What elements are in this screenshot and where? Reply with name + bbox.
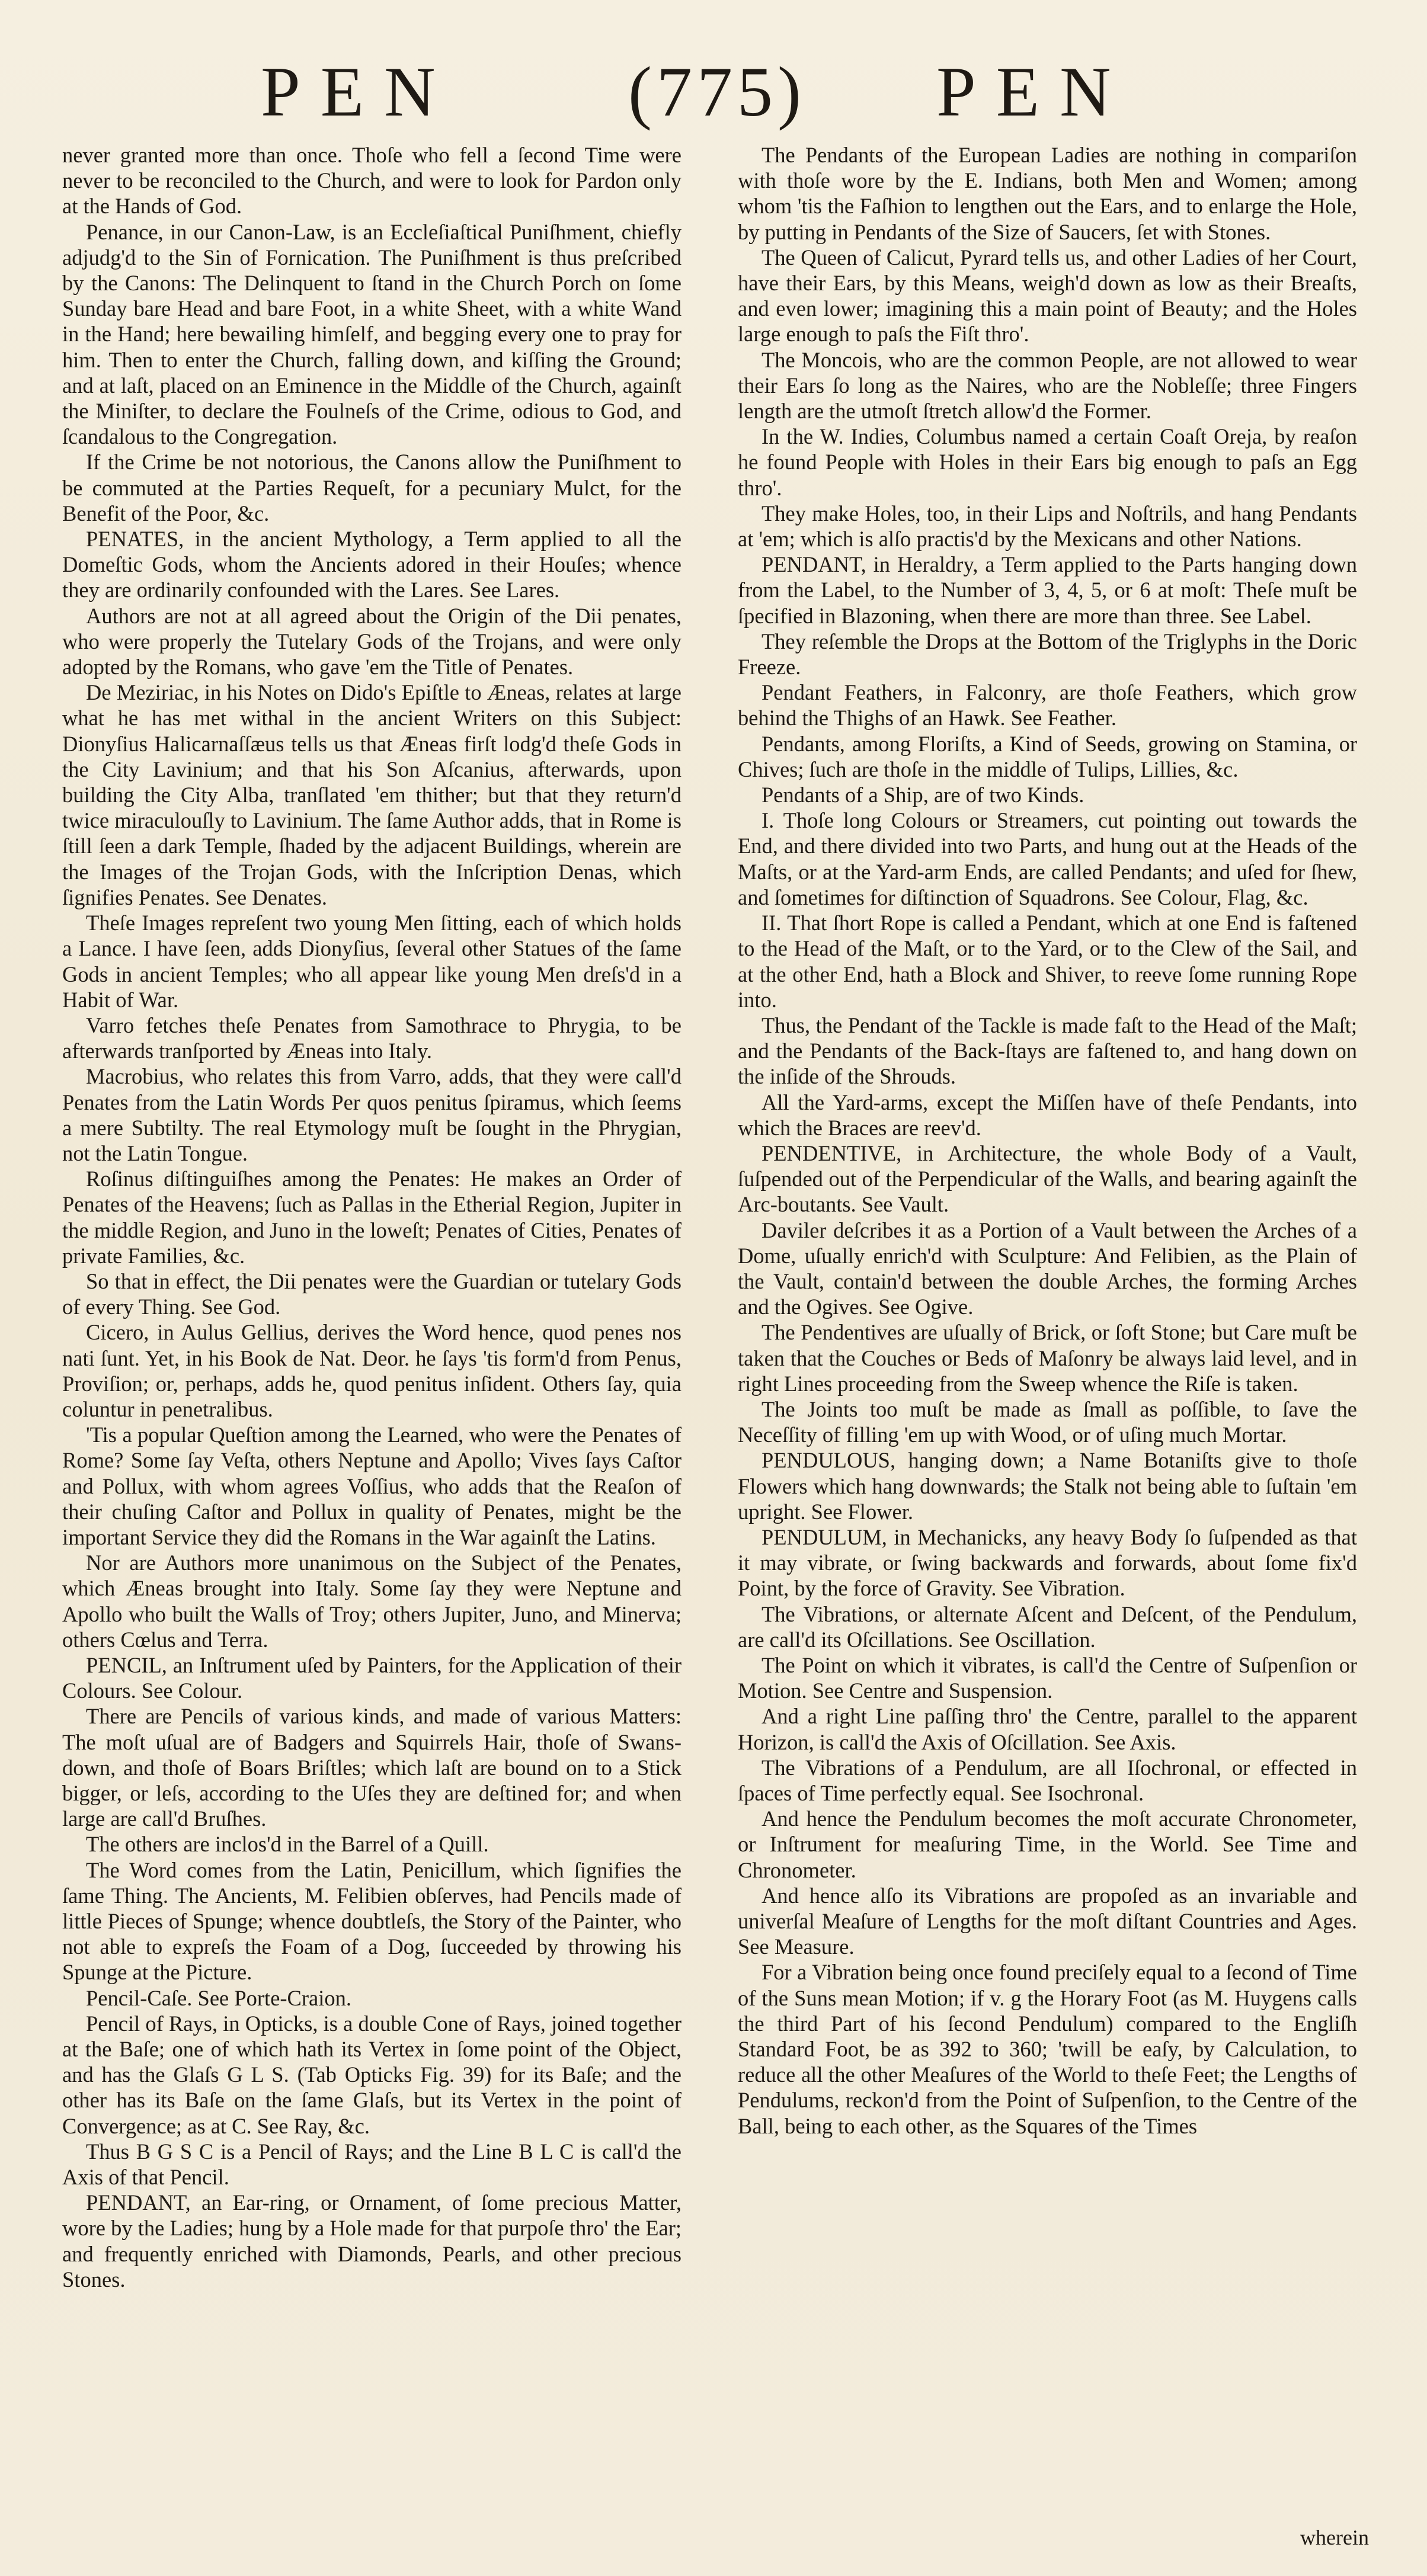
paragraph: PENDULUM, in Mechanicks, any heavy Body ſo ſuſpended as that it may vibrate, or ſwing backwards and forwards, about ſome fix'd Point, by the force of Gravity. See Vibration.: [738, 1524, 1357, 1601]
paragraph: In the W. Indies, Columbus named a certain Coaſt Oreja, by reaſon he found People with Holes in their Ears big enough to paſs an Egg thro'.: [738, 424, 1357, 500]
paragraph: De Meziriac, in his Notes on Dido's Epiſtle to Æneas, relates at large what he has met withal in the ancient Writers on this Subject: Dionyſius Halicarnaſſæus tells us that Æneas firſt lodg'd theſe Gods in the City Lavinium; and that his Son Aſcanius, afterwards, upon building the City Alba, tranſlated 'em thither; but that they return'd twice miraculouſly to Lavinium. The ſame Author adds, that in Rome is ſtill ſeen a dark Temple, ſhaded by the adjacent Buildings, wherein are the Images of the Trojan Gods, with the Inſcription Denas, which ſignifies Penates. See Denates.: [62, 680, 681, 909]
paragraph: Pendants, among Floriſts, a Kind of Seeds, growing on Stamina, or Chives; ſuch are thoſe in the middle of Tulips, Lillies, &c.: [738, 731, 1357, 781]
paragraph: The Word comes from the Latin, Penicillum, which ſignifies the ſame Thing. The Ancients, M. Felibien obſerves, had Pencils made of little Pieces of Spunge; whence doubtleſs, the Story of the Painter, who not able to expreſs the Foam of a Dog, ſucceeded by throwing his Spunge at the Picture.: [62, 1857, 681, 1985]
paragraph: Roſinus diſtinguiſhes among the Penates: He makes an Order of Penates of the Heavens; ſuch as Pallas in the Etherial Region, Jupiter in the middle Region, and Juno in the loweſt; Penates of Cities, Penates of private Families, &c.: [62, 1167, 681, 1268]
paragraph: The Point on which it vibrates, is call'd the Centre of Suſpenſion or Motion. See Centre and Suspension.: [738, 1652, 1357, 1703]
page-number: (775): [628, 52, 806, 131]
paragraph: There are Pencils of various kinds, and made of various Matters: The moſt uſual are of Badgers and Squirrels Hair, thoſe of Swans-down, and thoſe of Boars Briſtles; which laſt are bound on to a Stick bigger, or leſs, according to the Uſes they are deſtined for; and when large are call'd Bruſhes.: [62, 1704, 681, 1831]
paragraph: PENDENTIVE, in Architecture, the whole Body of a Vault, ſuſpended out of the Perpendicular of the Walls, and bearing againſt the Arc-boutants. See Vault.: [738, 1140, 1357, 1217]
paragraph: The Moncois, who are the common People, are not allowed to wear their Ears ſo long as the Naires, who are the Nobleſſe; three Fingers length are the utmoſt ſtretch allow'd the Former.: [738, 347, 1357, 424]
header-right-word: PEN: [936, 52, 1131, 131]
paragraph: Varro fetches theſe Penates from Samothrace to Phrygia, to be afterwards tranſported by Æneas into Italy.: [62, 1013, 681, 1063]
paragraph: Thus, the Pendant of the Tackle is made faſt to the Head of the Maſt; and the Pendants of the Back-ſtays are faſtened to, and hang down on the inſide of the Shrouds.: [738, 1013, 1357, 1089]
paragraph: The Vibrations, or alternate Aſcent and Deſcent, of the Pendulum, are call'd its Oſcillations. See Oscillation.: [738, 1601, 1357, 1652]
catchword: wherein: [1300, 2526, 1369, 2549]
paragraph: PENDANT, an Ear-ring, or Ornament, of ſome precious Matter, wore by the Ladies; hung by a Hole made for that purpoſe thro' the Ear; and frequently enriched with Diamonds, Pearls, and other precious Stones.: [62, 2190, 681, 2292]
paragraph: Nor are Authors more unanimous on the Subject of the Penates, which Æneas brought into Italy. Some ſay they were Neptune and Apollo who built the Walls of Troy; others Jupiter, Juno, and Minerva; others Cœlus and Terra.: [62, 1550, 681, 1652]
paragraph: The Pendentives are uſually of Brick, or ſoft Stone; but Care muſt be taken that the Couches or Beds of Maſonry be always laid level, and in right Lines proceeding from the Sweep whence the Riſe is taken.: [738, 1320, 1357, 1396]
paragraph: Thus B G S C is a Pencil of Rays; and the Line B L C is call'd the Axis of that Pencil.: [62, 2139, 681, 2190]
paragraph: The Queen of Calicut, Pyrard tells us, and other Ladies of her Court, have their Ears, by this Means, weigh'd down as low as their Breaſts, and even lower; imagining this a main point of Beauty; and the Holes large enough to paſs the Fiſt thro'.: [738, 245, 1357, 347]
paragraph: And hence the Pendulum becomes the moſt accurate Chronometer, or Inſtrument for meaſuring Time, in the World. See Time and Chronometer.: [738, 1806, 1357, 1882]
paragraph: Authors are not at all agreed about the Origin of the Dii penates, who were properly the Tutelary Gods of the Trojans, and were only adopted by the Romans, who gave 'em the Title of Penates.: [62, 603, 681, 680]
paragraph: All the Yard-arms, except the Miſſen have of theſe Pendants, into which the Braces are reev'd.: [738, 1090, 1357, 1140]
paragraph: PENCIL, an Inſtrument uſed by Painters, for the Application of their Colours. See Colour.: [62, 1652, 681, 1703]
paragraph: Pendant Feathers, in Falconry, are thoſe Feathers, which grow behind the Thighs of an Hawk. See Feather.: [738, 680, 1357, 730]
paragraph: They make Holes, too, in their Lips and Noſtrils, and hang Pendants at 'em; which is alſo practis'd by the Mexicans and other Nations.: [738, 501, 1357, 552]
paragraph: Pencil of Rays, in Opticks, is a double Cone of Rays, joined together at the Baſe; one of which hath its Vertex in ſome point of the Object, and has the Glaſs G L S. (Tab Opticks Fig. 39) for its Baſe; and the other has its Baſe on the ſame Glaſs, but its Vertex in the point of Convergence; as at C. See Ray, &c.: [62, 2011, 681, 2138]
paragraph: For a Vibration being once found preciſely equal to a ſecond of Time of the Suns mean Motion; if v. g the Horary Foot (as M. Huygens calls the third Part of his ſecond Pendulum) compared to the Engliſh Standard Foot, be as 392 to 360; 'twill be eaſy, by Calculation, to reduce all the other Meaſures of the World to theſe Feet; the Lengths of Pendulums, reckon'd from the Point of Suſpenſion, to the Centre of the Ball, being to each other, as the Squares of the Times: [738, 1960, 1357, 2138]
paragraph: II. That ſhort Rope is called a Pendant, which at one End is faſtened to the Head of the Maſt, or to the Yard, or to the Clew of the Sail, and at the other End, hath a Block and Shiver, to reeve ſome running Rope into.: [738, 911, 1357, 1012]
paragraph: The Pendants of the European Ladies are nothing in compariſon with thoſe wore by the E. Indians, both Men and Women; among whom 'tis the Faſhion to lengthen out the Ears, and to enlarge the Hole, by putting in Pendants of the Size of Saucers, ſet with Stones.: [738, 143, 1357, 244]
paragraph: 'Tis a popular Queſtion among the Learned, who were the Penates of Rome? Some ſay Veſta, others Neptune and Apollo; Vives ſays Caſtor and Pollux, with whom agrees Voſſius, who adds that the Reaſon of their chuſing Caſtor and Pollux in quality of Penates, might be the important Service they did the Romans in the War againſt the Latins.: [62, 1422, 681, 1549]
paragraph: I. Thoſe long Colours or Streamers, cut pointing out towards the End, and there divided into two Parts, and hung out at the Heads of the Maſts, or at the Yard-arm Ends, are called Pendants; and uſed for ſhew, and ſometimes for diſtinction of Squadrons. See Colour, Flag, &c.: [738, 808, 1357, 909]
paragraph: Macrobius, who relates this from Varro, adds, that they were call'd Penates from the Latin Words Per quos penitus ſpiramus, which ſeems a mere Subtilty. The real Etymology muſt be ſought in the Phrygian, not the Latin Tongue.: [62, 1064, 681, 1165]
paragraph: They reſemble the Drops at the Bottom of the Triglyphs in the Doric Freeze.: [738, 629, 1357, 680]
paragraph: PENDANT, in Heraldry, a Term applied to the Parts hanging down from the Label, to the Number of 3, 4, 5, or 6 at moſt: Theſe muſt be ſpecified in Blazoning, when there are more than three. See Label.: [738, 552, 1357, 628]
paragraph: The Joints too muſt be made as ſmall as poſſible, to ſave the Neceſſity of filling 'em up with Wood, or of uſing much Mortar.: [738, 1396, 1357, 1447]
right-text-column: [738, 142, 1357, 2553]
paragraph: Pencil-Caſe. See Porte-Craion.: [86, 1985, 352, 2010]
paragraph: So that in effect, the Dii penates were the Guardian or tutelary Gods of every Thing. See God.: [62, 1268, 681, 1319]
paragraph: PENDULOUS, hanging down; a Name Botaniſts give to thoſe Flowers which hang downwards; the Stalk not being able to ſuſtain 'em upright. See Flower.: [738, 1448, 1357, 1524]
paragraph: PENATES, in the ancient Mythology, a Term applied to all the Domeſtic Gods, whom the Ancients adored in their Houſes; whence they are ordinarily confounded with the Lares. See Lares.: [62, 527, 681, 603]
paragraph: If the Crime be not notorious, the Canons allow the Puniſhment to be commuted at the Parties Requeſt, for a pecuniary Mulct, for the Benefit of the Poor, &c.: [62, 450, 681, 526]
paragraph: never granted more than once. Thoſe who fell a ſecond Time were never to be reconciled to the Church, and were to look for Pardon only at the Hands of God.: [62, 143, 681, 219]
header-left-word: PEN: [261, 52, 456, 131]
paragraph: Cicero, in Aulus Gellius, derives the Word hence, quod penes nos nati ſunt. Yet, in his Book de Nat. Deor. he ſays 'tis form'd from Penus, Proviſion; or, perhaps, adds he, quod penitus inſident. Others ſay, quia coluntur in penetralibus.: [62, 1320, 681, 1421]
paragraph: Theſe Images repreſent two young Men ſitting, each of which holds a Lance. I have ſeen, adds Dionyſius, ſeveral other Statues of the ſame Gods in ancient Temples; who all appear like young Men dreſs'd in a Habit of War.: [62, 911, 681, 1012]
running-header: [65, 41, 1369, 148]
paragraph: And a right Line paſſing thro' the Centre, parallel to the apparent Horizon, is call'd the Axis of Oſcillation. See Axis.: [738, 1704, 1357, 1754]
paragraph: The Vibrations of a Pendulum, are all Iſochronal, or effected in ſpaces of Time perfectly equal. See Isochronal.: [738, 1755, 1357, 1805]
paragraph: Penance, in our Canon-Law, is an Eccleſiaſtical Puniſhment, chiefly adjudg'd to the Sin of Fornication. The Puniſhment is thus preſcribed by the Canons: The Delinquent to ſtand in the Church Porch on ſome Sunday bare Head and bare Foot, in a white Sheet, with a white Wand in the Hand; here bewailing himſelf, and begging every one to pray for him. Then to enter the Church, falling down, and kiſſing the Ground; and at laſt, placed on an Eminence in the Middle of the Church, againſt the Miniſter, to declare the Foulneſs of the Crime, odious to God, and ſcandalous to the Congregation.: [62, 219, 681, 449]
left-text-column: [62, 142, 681, 2553]
paragraph: And hence alſo its Vibrations are propoſed as an invariable and univerſal Meaſure of Lengths for the moſt diſtant Countries and Ages. See Measure.: [738, 1883, 1357, 1959]
paragraph: Pendants of a Ship, are of two Kinds.: [762, 783, 1084, 808]
paragraph: The others are inclos'd in the Barrel of a Quill.: [86, 1832, 489, 1857]
paragraph: Daviler deſcribes it as a Portion of a Vault between the Arches of a Dome, uſually enrich'd with Sculpture: And Felibien, as the Plain of the Vault, contain'd between the double Arches, the forming Arches and the Ogives. See Ogive.: [738, 1217, 1357, 1319]
